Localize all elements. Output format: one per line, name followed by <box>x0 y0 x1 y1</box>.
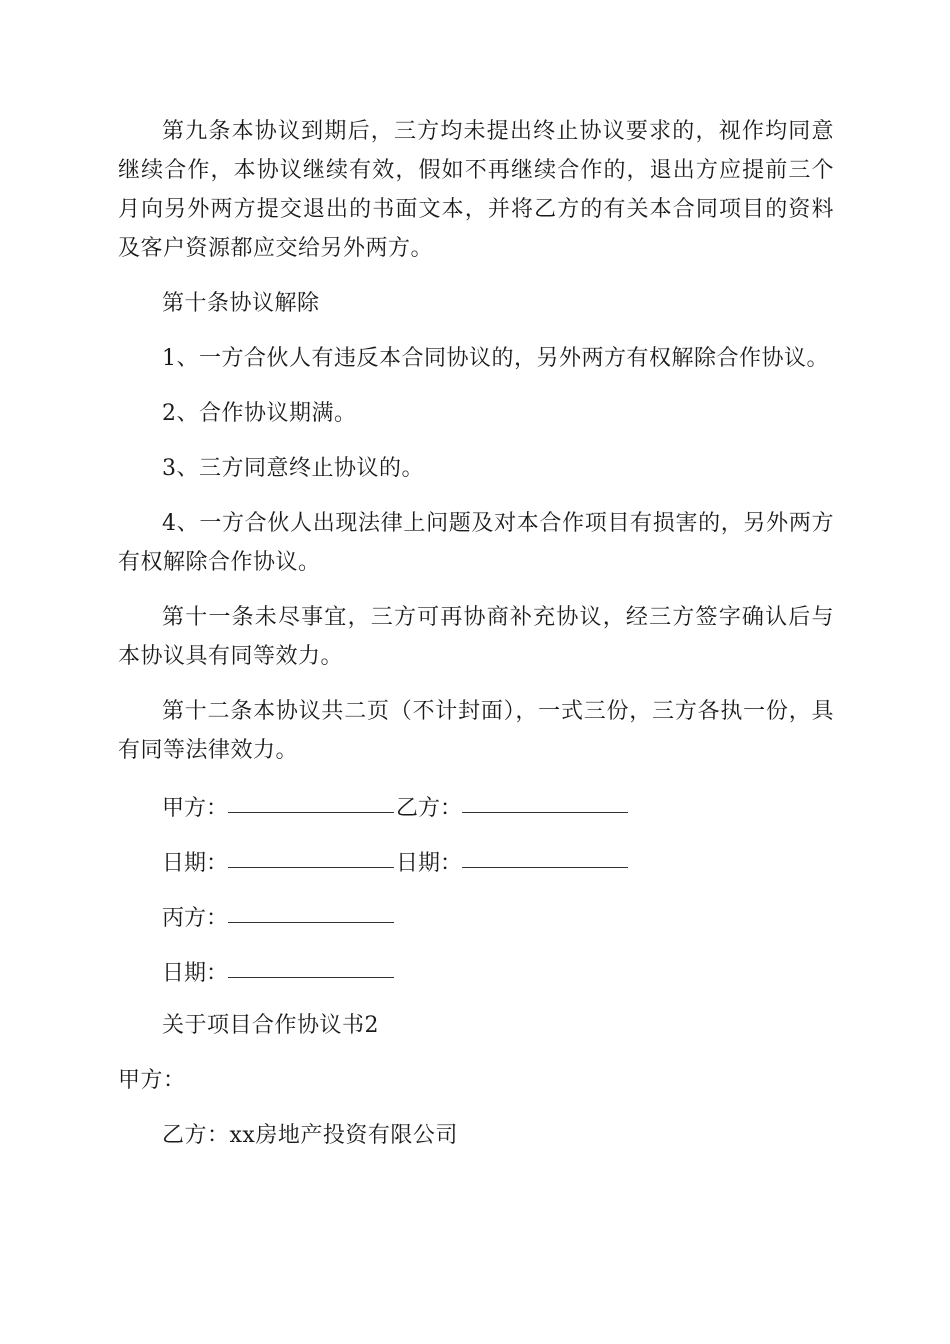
date-c-line <box>228 949 394 978</box>
date-c-label: 日期： <box>162 961 229 986</box>
clause-11: 第十一条未尽事宜，三方可再协商补充协议，经三方签字确认后与本协议具有同等效力。 <box>118 605 834 669</box>
date-a-label: 日期： <box>162 851 229 876</box>
party-c-label: 丙方： <box>162 906 229 931</box>
signature-row-c <box>118 896 834 935</box>
clause-10-item-2: 2、合作协议期满。 <box>162 401 357 426</box>
next-document-party-b: 乙方：xx房地产投资有限公司 <box>162 1123 458 1148</box>
clause-10-item-4: 4、一方合伙人出现法律上问题及对本合作项目有损害的，另外两方有权解除合作协议。 <box>118 511 834 575</box>
party-b-signature-line <box>462 784 628 813</box>
clause-10-item-1: 1、一方合伙人有违反本合同协议的，另外两方有权解除合作协议。 <box>162 346 829 371</box>
signature-row-ab <box>118 786 834 825</box>
clause-12: 第十二条本协议共二页（不计封面），一式三份，三方各执一份，具有同等法律效力。 <box>118 699 834 763</box>
party-b-label: 乙方： <box>396 796 463 821</box>
clause-9: 第九条本协议到期后，三方均未提出终止协议要求的，视作均同意继续合作，本协议继续有效，假如不再继续合作的，退出方应提前三个月向另外两方提交退出的书面文本，并将乙方的有关本合同项目的资料及客户资源都应交给另外两方。 <box>118 119 834 261</box>
date-row-ab <box>118 841 834 880</box>
party-a-signature-line <box>228 784 394 813</box>
date-a-line <box>228 839 394 868</box>
clause-10-title: 第十条协议解除 <box>162 291 320 316</box>
party-a-label: 甲方： <box>162 796 229 821</box>
next-document-title: 关于项目合作协议书2 <box>162 1013 379 1038</box>
date-b-label: 日期： <box>396 851 463 876</box>
next-document-party-a: 甲方： <box>118 1068 186 1093</box>
party-c-signature-line <box>228 894 394 923</box>
document-page <box>118 112 834 1155</box>
date-b-line <box>462 839 628 868</box>
date-row-c <box>118 951 834 990</box>
clause-10-item-3: 3、三方同意终止协议的。 <box>162 456 424 481</box>
